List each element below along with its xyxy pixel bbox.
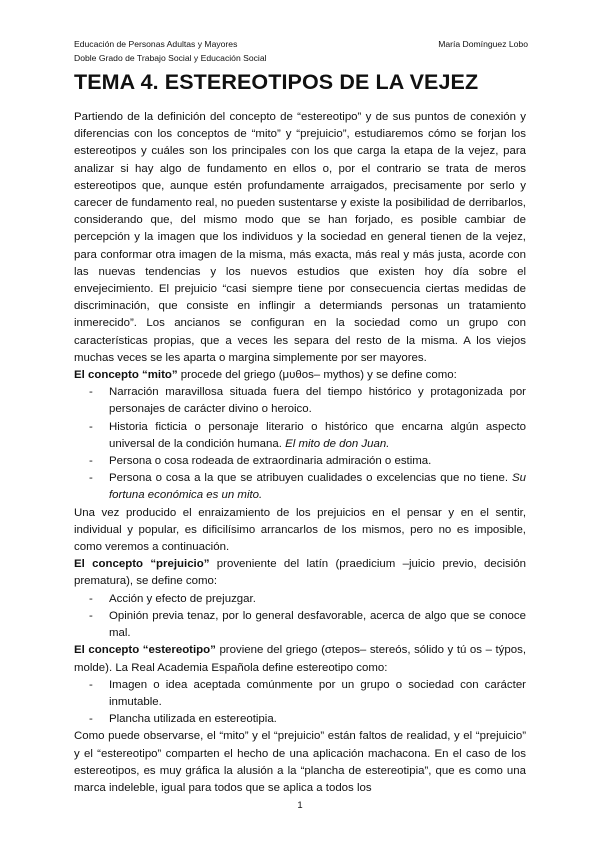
list-item: - Imagen o idea aceptada comúnmente por un grupo o sociedad con carácter inmutable. [89,678,526,708]
example-italic: Su fortuna económica es un mito. [109,472,526,502]
header-degree: Doble Grado de Trabajo Social y Educación Social [74,53,267,63]
list-item: - Plancha utilizada en estereotipia. [74,711,526,728]
dash-bullet: - [89,386,93,399]
mito-definition [74,367,526,384]
list-item: - Acción y efecto de prejuzgar. [74,591,526,608]
estereotipo-term: El concepto “estereotipo” [74,644,216,657]
estereotipo-origin: proviene del griego (σtepos– stereós, sólido y tú os – týpos, molde). La Real Academia Española define estereotipo como: [74,644,527,674]
prejuicio-list [74,591,526,643]
mito-term: El concepto “mito” [74,369,178,382]
estereotipo-list [74,677,526,729]
running-header [74,37,267,65]
header-author: María Domínguez Lobo [438,39,528,49]
dash-bullet: - [89,609,93,622]
prejuicio-term: El concepto “prejuicio” [74,558,210,571]
dash-bullet: - [89,472,93,485]
list-item: - Historia ficticia o personaje literario o histórico que encarna algún aspecto universal de la condición humana. El mito de don Juan. [89,420,526,450]
header-course: Educación de Personas Adultas y Mayores [74,39,238,49]
intro-paragraph: Partiendo de la definición del concepto de “estereotipo” y de sus puntos de conexión y diferencias con los conceptos de “mito” y “prejuicio”, estudiaremos cómo se forjan los estereotipos y cuáles son los principales con los que carga la etapa de la vejez, para analizar si hay algo de fundamento en ellos o, por el contrario se trata de meros estereotipos que, aunque estén profundamente arraigados, precisamente por serlo y carecer de fundamento real, no pueden sustentarse y existe la posibilidad de derribarlos, considerando que, del mismo modo que se han forjado, es posible cambiar de percepción y la imagen que los individuos y la sociedad en general tienen de la vejez, para conformar otra imagen de la misma, más exacta, más real y más justa, acorde con las nuevas tendencias y los nuevos estudios que existen hoy día sobre el envejecimiento. El prejuicio “casi siempre tiene por consecuencia ciertas medidas de discriminación, que consiste en inflingir a determiands personas un tratamiento inmerecido”. Los ancianos se configuran en la sociedad como un grupo con características propias, que a veces les separa del resto de la misma. A los viejos muchas veces se les aparta o margina simplemente por ser mayores. [74,111,526,364]
page-number: 1 [297,800,303,811]
prejuicio-origin: proveniente del latín (praedicium –juicio previo, decisión prematura), se define como: [74,558,526,588]
prejuicio-definition [74,556,526,590]
closing-paragraph: Como puede observarse, el “mito” y el “prejuicio” están faltos de realidad, y el “prejuicio” y el “estereotipo” comparten el hecho de una aplicación machacona. En el caso de los estereotipos, es muy gráfica la alusión a la “plancha de estereotipia”, que es como una marca indeleble, igual para todos que se aplica a todos los [74,730,526,794]
mito-list [74,384,526,504]
example-italic: El mito de don Juan. [285,437,390,450]
dash-bullet: - [89,420,93,433]
document-body [74,109,526,797]
list-item: - Persona o cosa a la que se atribuyen cualidades o excelencias que no tiene. Su fortuna económica es un mito. [89,472,526,502]
dash-bullet: - [89,455,93,468]
dash-bullet: - [89,592,93,605]
mito-origin: procede del griego (μυθοs– mythos) y se define como: [177,369,457,382]
list-item: - Opinión previa tenaz, por lo general desfavorable, acerca de algo que se conoce mal. [89,609,526,640]
page-title: TEMA 4. ESTEREOTIPOS DE LA VEJEZ [74,70,479,94]
list-item: - Narración maravillosa situada fuera del tiempo histórico y protagonizada por personajes de carácter divino o heroico. [89,386,526,416]
dash-bullet: - [89,678,93,691]
dash-bullet: - [89,713,93,726]
list-item: - Persona o cosa rodeada de extraordinaria admiración o estima. [74,453,526,470]
after-mito-paragraph: Una vez producido el enraizamiento de los prejuicios en el pensar y en el sentir, individual y popular, es dificilísimo arrancarlos de los mismos, pero no es imposible, como veremos a continuación. [74,506,526,554]
estereotipo-definition [74,642,526,676]
